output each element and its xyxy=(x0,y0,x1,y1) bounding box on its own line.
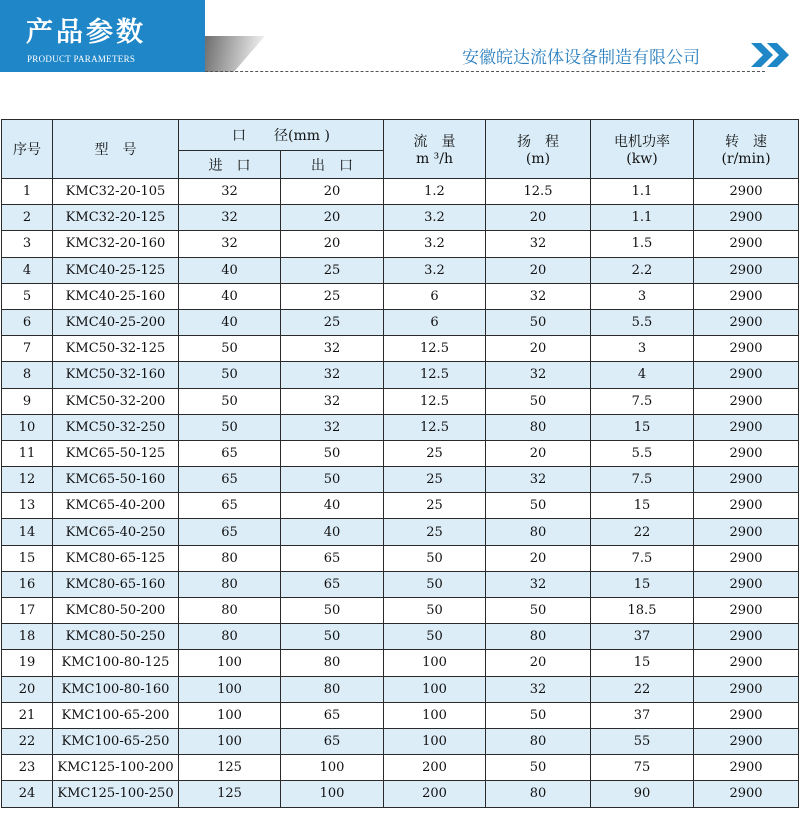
cell-flow: 12.5 xyxy=(384,388,486,414)
cell-model: KMC50-32-200 xyxy=(53,388,179,414)
cell-flow: 50 xyxy=(384,624,486,650)
cell-speed: 2900 xyxy=(694,545,799,571)
cell-outlet: 25 xyxy=(281,309,384,335)
cell-power: 37 xyxy=(591,702,694,728)
product-parameters-table xyxy=(1,119,799,808)
cell-outlet: 100 xyxy=(281,755,384,781)
cell-speed: 2900 xyxy=(694,388,799,414)
cell-flow: 12.5 xyxy=(384,362,486,388)
table-row xyxy=(2,598,799,624)
header-flow xyxy=(384,120,486,179)
cell-no: 11 xyxy=(2,440,53,466)
header-head-unit: (m) xyxy=(525,151,551,167)
cell-model: KMC50-32-125 xyxy=(53,336,179,362)
cell-power: 1.5 xyxy=(591,231,694,257)
banner-shadow-decoration xyxy=(205,36,265,72)
cell-head: 32 xyxy=(486,231,591,257)
table-row xyxy=(2,571,799,597)
cell-speed: 2900 xyxy=(694,728,799,754)
cell-model: KMC32-20-125 xyxy=(53,205,179,231)
cell-flow: 200 xyxy=(384,755,486,781)
header-power-unit: (kw) xyxy=(626,151,658,167)
cell-speed: 2900 xyxy=(694,231,799,257)
cell-inlet: 40 xyxy=(179,283,281,309)
cell-no: 12 xyxy=(2,467,53,493)
table-row xyxy=(2,624,799,650)
cell-head: 20 xyxy=(486,440,591,466)
cell-inlet: 65 xyxy=(179,440,281,466)
cell-no: 16 xyxy=(2,571,53,597)
cell-no: 9 xyxy=(2,388,53,414)
cell-inlet: 32 xyxy=(179,231,281,257)
cell-flow: 100 xyxy=(384,650,486,676)
cell-head: 32 xyxy=(486,467,591,493)
cell-no: 4 xyxy=(2,257,53,283)
cell-speed: 2900 xyxy=(694,624,799,650)
header-speed-label: 转 速 xyxy=(725,134,767,150)
cell-model: KMC40-25-200 xyxy=(53,309,179,335)
cell-power: 15 xyxy=(591,414,694,440)
cell-flow: 6 xyxy=(384,309,486,335)
cell-speed: 2900 xyxy=(694,336,799,362)
cell-power: 90 xyxy=(591,781,694,807)
cell-speed: 2900 xyxy=(694,781,799,807)
cell-flow: 25 xyxy=(384,467,486,493)
cell-outlet: 80 xyxy=(281,676,384,702)
header-head xyxy=(486,120,591,179)
cell-head: 50 xyxy=(486,598,591,624)
cell-speed: 2900 xyxy=(694,493,799,519)
cell-no: 15 xyxy=(2,545,53,571)
cell-speed: 2900 xyxy=(694,205,799,231)
cell-speed: 2900 xyxy=(694,362,799,388)
table-row xyxy=(2,414,799,440)
header-outlet: 出 口 xyxy=(281,151,384,179)
cell-model: KMC65-40-250 xyxy=(53,519,179,545)
cell-power: 22 xyxy=(591,519,694,545)
cell-outlet: 20 xyxy=(281,179,384,205)
cell-power: 2.2 xyxy=(591,257,694,283)
table-row xyxy=(2,309,799,335)
cell-head: 80 xyxy=(486,414,591,440)
cell-no: 24 xyxy=(2,781,53,807)
cell-speed: 2900 xyxy=(694,283,799,309)
cell-speed: 2900 xyxy=(694,257,799,283)
cell-outlet: 50 xyxy=(281,598,384,624)
table-row xyxy=(2,728,799,754)
cell-inlet: 100 xyxy=(179,702,281,728)
cell-head: 80 xyxy=(486,624,591,650)
cell-outlet: 65 xyxy=(281,545,384,571)
cell-speed: 2900 xyxy=(694,519,799,545)
cell-outlet: 40 xyxy=(281,519,384,545)
cell-head: 20 xyxy=(486,336,591,362)
table-row xyxy=(2,650,799,676)
cell-flow: 50 xyxy=(384,545,486,571)
cell-power: 7.5 xyxy=(591,545,694,571)
table-row xyxy=(2,781,799,807)
cell-inlet: 80 xyxy=(179,545,281,571)
cell-inlet: 65 xyxy=(179,493,281,519)
cell-no: 18 xyxy=(2,624,53,650)
cell-power: 3 xyxy=(591,336,694,362)
table-row xyxy=(2,519,799,545)
cell-speed: 2900 xyxy=(694,179,799,205)
cell-flow: 200 xyxy=(384,781,486,807)
cell-head: 32 xyxy=(486,676,591,702)
cell-inlet: 50 xyxy=(179,414,281,440)
cell-inlet: 100 xyxy=(179,650,281,676)
cell-head: 32 xyxy=(486,283,591,309)
cell-model: KMC125-100-200 xyxy=(53,755,179,781)
banner-subtitle: PRODUCT PARAMETERS xyxy=(27,54,136,64)
cell-no: 1 xyxy=(2,179,53,205)
cell-inlet: 65 xyxy=(179,519,281,545)
cell-power: 4 xyxy=(591,362,694,388)
cell-flow: 25 xyxy=(384,493,486,519)
table-row xyxy=(2,467,799,493)
cell-inlet: 50 xyxy=(179,336,281,362)
cell-outlet: 32 xyxy=(281,362,384,388)
cell-head: 20 xyxy=(486,545,591,571)
cell-flow: 50 xyxy=(384,571,486,597)
cell-model: KMC40-25-125 xyxy=(53,257,179,283)
cell-speed: 2900 xyxy=(694,650,799,676)
cell-power: 22 xyxy=(591,676,694,702)
header-power xyxy=(591,120,694,179)
header-power-label: 电机功率 xyxy=(614,134,670,150)
cell-power: 18.5 xyxy=(591,598,694,624)
cell-outlet: 50 xyxy=(281,624,384,650)
cell-outlet: 50 xyxy=(281,467,384,493)
table-row xyxy=(2,493,799,519)
cell-flow: 100 xyxy=(384,676,486,702)
cell-outlet: 65 xyxy=(281,728,384,754)
cell-power: 75 xyxy=(591,755,694,781)
cell-flow: 6 xyxy=(384,283,486,309)
cell-power: 55 xyxy=(591,728,694,754)
header-speed xyxy=(694,120,799,179)
cell-model: KMC80-50-250 xyxy=(53,624,179,650)
cell-model: KMC32-20-105 xyxy=(53,179,179,205)
cell-inlet: 50 xyxy=(179,362,281,388)
cell-speed: 2900 xyxy=(694,440,799,466)
cell-outlet: 20 xyxy=(281,231,384,257)
header-inlet: 进 口 xyxy=(179,151,281,179)
cell-power: 1.1 xyxy=(591,205,694,231)
cell-inlet: 125 xyxy=(179,755,281,781)
cell-power: 7.5 xyxy=(591,388,694,414)
cell-head: 80 xyxy=(486,519,591,545)
cell-head: 20 xyxy=(486,257,591,283)
cell-model: KMC100-80-160 xyxy=(53,676,179,702)
cell-no: 14 xyxy=(2,519,53,545)
cell-inlet: 80 xyxy=(179,598,281,624)
header-divider xyxy=(205,71,765,72)
cell-inlet: 125 xyxy=(179,781,281,807)
cell-speed: 2900 xyxy=(694,702,799,728)
cell-speed: 2900 xyxy=(694,414,799,440)
cell-inlet: 80 xyxy=(179,624,281,650)
cell-model: KMC125-100-250 xyxy=(53,781,179,807)
table-row xyxy=(2,362,799,388)
cell-no: 21 xyxy=(2,702,53,728)
cell-no: 7 xyxy=(2,336,53,362)
cell-power: 37 xyxy=(591,624,694,650)
cell-speed: 2900 xyxy=(694,309,799,335)
cell-outlet: 32 xyxy=(281,388,384,414)
cell-head: 80 xyxy=(486,781,591,807)
header-head-label: 扬 程 xyxy=(517,134,559,150)
cell-inlet: 40 xyxy=(179,309,281,335)
cell-outlet: 40 xyxy=(281,493,384,519)
cell-inlet: 32 xyxy=(179,179,281,205)
cell-power: 5.5 xyxy=(591,440,694,466)
table-row xyxy=(2,545,799,571)
cell-head: 50 xyxy=(486,493,591,519)
cell-head: 50 xyxy=(486,755,591,781)
cell-outlet: 65 xyxy=(281,571,384,597)
company-name: 安徽皖达流体设备制造有限公司 xyxy=(462,48,700,68)
cell-no: 20 xyxy=(2,676,53,702)
cell-power: 5.5 xyxy=(591,309,694,335)
cell-model: KMC40-25-160 xyxy=(53,283,179,309)
table-row xyxy=(2,179,799,205)
cell-no: 23 xyxy=(2,755,53,781)
cell-inlet: 65 xyxy=(179,467,281,493)
cell-model: KMC100-80-125 xyxy=(53,650,179,676)
cell-outlet: 65 xyxy=(281,702,384,728)
table-row xyxy=(2,257,799,283)
header-model: 型 号 xyxy=(53,120,179,179)
table-row xyxy=(2,676,799,702)
cell-power: 15 xyxy=(591,650,694,676)
cell-model: KMC65-50-125 xyxy=(53,440,179,466)
cell-outlet: 25 xyxy=(281,283,384,309)
cell-no: 13 xyxy=(2,493,53,519)
cell-speed: 2900 xyxy=(694,571,799,597)
cell-no: 2 xyxy=(2,205,53,231)
cell-no: 5 xyxy=(2,283,53,309)
table-row xyxy=(2,755,799,781)
table-row xyxy=(2,388,799,414)
cell-head: 12.5 xyxy=(486,179,591,205)
cell-flow: 100 xyxy=(384,702,486,728)
cell-power: 15 xyxy=(591,571,694,597)
cell-outlet: 100 xyxy=(281,781,384,807)
cell-inlet: 80 xyxy=(179,571,281,597)
table-row xyxy=(2,231,799,257)
cell-flow: 12.5 xyxy=(384,414,486,440)
cell-flow: 12.5 xyxy=(384,336,486,362)
cell-no: 17 xyxy=(2,598,53,624)
cell-head: 80 xyxy=(486,728,591,754)
cell-flow: 1.2 xyxy=(384,179,486,205)
table-row xyxy=(2,336,799,362)
cell-flow: 100 xyxy=(384,728,486,754)
cell-flow: 50 xyxy=(384,598,486,624)
cell-speed: 2900 xyxy=(694,467,799,493)
cell-outlet: 80 xyxy=(281,650,384,676)
banner-title: 产品参数 xyxy=(26,17,146,48)
cell-model: KMC80-65-160 xyxy=(53,571,179,597)
table-row xyxy=(2,702,799,728)
cell-flow: 3.2 xyxy=(384,257,486,283)
cell-no: 8 xyxy=(2,362,53,388)
cell-outlet: 32 xyxy=(281,336,384,362)
header-flow-unit: m ³/h xyxy=(415,151,454,167)
cell-model: KMC50-32-250 xyxy=(53,414,179,440)
cell-model: KMC65-40-200 xyxy=(53,493,179,519)
header-diameter: 口 径(mm ) xyxy=(179,120,384,151)
cell-inlet: 32 xyxy=(179,205,281,231)
cell-power: 15 xyxy=(591,493,694,519)
cell-inlet: 50 xyxy=(179,388,281,414)
cell-head: 50 xyxy=(486,388,591,414)
table-row xyxy=(2,283,799,309)
cell-head: 20 xyxy=(486,650,591,676)
cell-flow: 25 xyxy=(384,440,486,466)
cell-no: 3 xyxy=(2,231,53,257)
header-speed-unit: (r/min) xyxy=(721,151,771,167)
cell-model: KMC80-50-200 xyxy=(53,598,179,624)
cell-flow: 3.2 xyxy=(384,231,486,257)
cell-inlet: 100 xyxy=(179,728,281,754)
cell-head: 20 xyxy=(486,205,591,231)
cell-no: 10 xyxy=(2,414,53,440)
cell-model: KMC80-65-125 xyxy=(53,545,179,571)
cell-outlet: 32 xyxy=(281,414,384,440)
cell-inlet: 100 xyxy=(179,676,281,702)
cell-model: KMC100-65-200 xyxy=(53,702,179,728)
cell-head: 32 xyxy=(486,362,591,388)
header-flow-label: 流 量 xyxy=(413,134,456,150)
cell-no: 19 xyxy=(2,650,53,676)
cell-flow: 25 xyxy=(384,519,486,545)
cell-head: 32 xyxy=(486,571,591,597)
cell-outlet: 20 xyxy=(281,205,384,231)
header-banner xyxy=(0,0,205,72)
cell-model: KMC100-65-250 xyxy=(53,728,179,754)
cell-power: 3 xyxy=(591,283,694,309)
cell-speed: 2900 xyxy=(694,676,799,702)
table-row xyxy=(2,205,799,231)
table-row xyxy=(2,440,799,466)
cell-model: KMC65-50-160 xyxy=(53,467,179,493)
cell-speed: 2900 xyxy=(694,755,799,781)
cell-speed: 2900 xyxy=(694,598,799,624)
cell-no: 6 xyxy=(2,309,53,335)
cell-no: 22 xyxy=(2,728,53,754)
cell-head: 50 xyxy=(486,309,591,335)
cell-flow: 3.2 xyxy=(384,205,486,231)
cell-outlet: 25 xyxy=(281,257,384,283)
header-index: 序号 xyxy=(2,120,53,179)
cell-inlet: 40 xyxy=(179,257,281,283)
cell-power: 7.5 xyxy=(591,467,694,493)
cell-model: KMC50-32-160 xyxy=(53,362,179,388)
cell-outlet: 50 xyxy=(281,440,384,466)
cell-head: 50 xyxy=(486,702,591,728)
cell-model: KMC32-20-160 xyxy=(53,231,179,257)
cell-power: 1.1 xyxy=(591,179,694,205)
